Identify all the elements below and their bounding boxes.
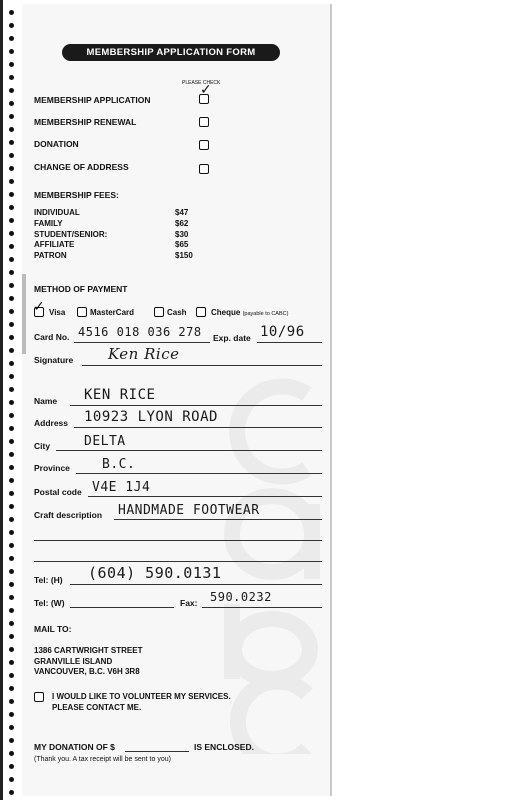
feed-hole — [9, 101, 14, 106]
volunteer-checkbox[interactable] — [34, 692, 44, 702]
fax-label: Fax: — [180, 598, 198, 608]
feed-hole — [9, 335, 14, 340]
name-field[interactable]: KEN RICE — [84, 387, 156, 403]
craft-extra-line — [34, 561, 322, 562]
feed-hole — [9, 673, 14, 678]
fee-category: INDIVIDUAL — [34, 208, 80, 217]
option-membership-application-label: MEMBERSHIP APPLICATION — [34, 95, 151, 105]
signature-label: Signature — [34, 355, 74, 365]
feed-hole — [9, 400, 14, 405]
feed-hole — [9, 777, 14, 782]
payment-mastercard-checkbox[interactable] — [77, 307, 87, 317]
feed-hole — [9, 465, 14, 470]
form-title-banner: MEMBERSHIP APPLICATION FORM — [62, 44, 280, 61]
donation-prefix: MY DONATION OF $ — [34, 742, 115, 752]
feed-hole — [9, 725, 14, 730]
feed-hole — [9, 699, 14, 704]
fees-heading: MEMBERSHIP FEES: — [34, 190, 119, 200]
feed-hole — [9, 62, 14, 67]
signature-field[interactable]: Ken Rice — [108, 345, 180, 363]
expiry-field[interactable]: 10/96 — [260, 324, 305, 340]
city-line — [56, 450, 322, 451]
volunteer-text — [52, 692, 231, 713]
feed-hole — [9, 231, 14, 236]
mail-to-heading: MAIL TO: — [34, 624, 72, 634]
checkmark-icon: ✓ — [33, 299, 45, 315]
fee-category: PATRON — [34, 251, 67, 261]
feed-hole — [9, 88, 14, 93]
tractor-feed-holes — [9, 4, 17, 796]
volunteer-line: I WOULD LIKE TO VOLUNTEER MY SERVICES. — [52, 692, 231, 701]
feed-hole — [9, 361, 14, 366]
feed-hole — [9, 660, 14, 665]
feed-hole — [9, 36, 14, 41]
payment-heading: METHOD OF PAYMENT — [34, 284, 128, 294]
payment-mastercard-label: MasterCard — [90, 308, 135, 317]
card-number-field[interactable]: 4516 018 036 278 — [78, 325, 202, 339]
feed-hole — [9, 166, 14, 171]
feed-hole — [9, 764, 14, 769]
name-label: Name — [34, 396, 58, 406]
fee-price: $150 — [175, 251, 193, 261]
option-donation-checkbox[interactable] — [199, 140, 209, 150]
craft-extra-line — [34, 540, 322, 541]
feed-hole — [9, 595, 14, 600]
tel-home-label: Tel: (H) — [34, 575, 63, 585]
feed-hole — [9, 452, 14, 457]
fax-line — [202, 607, 322, 608]
option-membership-renewal-checkbox[interactable] — [199, 117, 209, 127]
feed-hole — [9, 283, 14, 288]
fee-price: $30 — [175, 229, 189, 239]
mail-address-line: 1386 CARTWRIGHT STREET — [34, 646, 143, 655]
card-number-line — [74, 342, 210, 343]
feed-hole — [9, 192, 14, 197]
feed-hole — [9, 257, 14, 262]
province-line — [76, 473, 322, 474]
address-line — [74, 427, 322, 428]
feed-hole — [9, 634, 14, 639]
checkmark-icon: ✓ — [200, 82, 212, 98]
fee-prices — [175, 208, 193, 262]
option-change-of-address-label: CHANGE OF ADDRESS — [34, 162, 129, 172]
craft-description-line — [114, 519, 322, 520]
feed-hole — [9, 686, 14, 691]
please-check-note: PLEASE CHECK — [182, 80, 221, 86]
feed-hole — [9, 439, 14, 444]
fee-price: $47 — [175, 208, 189, 217]
name-line — [70, 405, 322, 406]
tel-work-label: Tel: (W) — [34, 598, 65, 608]
cheque-label: Cheque — [211, 308, 241, 317]
donation-note: (Thank you. A tax receipt will be sent to you) — [34, 756, 171, 763]
scan-left-edge — [0, 0, 3, 800]
payment-cash-label: Cash — [167, 308, 187, 317]
city-label: City — [34, 441, 51, 451]
form-sheet — [22, 4, 332, 796]
option-membership-renewal-label: MEMBERSHIP RENEWAL — [34, 117, 137, 127]
option-change-of-address-checkbox[interactable] — [199, 164, 209, 174]
feed-hole — [9, 218, 14, 223]
feed-hole — [9, 114, 14, 119]
donation-suffix: IS ENCLOSED. — [194, 742, 254, 752]
feed-hole — [9, 738, 14, 743]
feed-hole — [9, 530, 14, 535]
tel-home-line — [70, 584, 322, 585]
side-tab — [22, 274, 26, 354]
address-label: Address — [34, 418, 69, 428]
postal-code-label: Postal code — [34, 487, 82, 497]
feed-hole — [9, 647, 14, 652]
feed-hole — [9, 790, 14, 795]
feed-hole — [9, 569, 14, 574]
feed-hole — [9, 621, 14, 626]
feed-hole — [9, 478, 14, 483]
feed-hole — [9, 153, 14, 158]
fee-categories — [34, 208, 107, 262]
feed-hole — [9, 205, 14, 210]
feed-hole — [9, 75, 14, 80]
feed-hole — [9, 296, 14, 301]
feed-hole — [9, 270, 14, 275]
mail-address-line: GRANVILLE ISLAND — [34, 656, 113, 666]
craft-description-label: Craft description — [34, 510, 103, 520]
feed-hole — [9, 517, 14, 522]
address-field[interactable]: 10923 LYON ROAD — [84, 409, 218, 425]
expiry-label: Exp. date — [213, 333, 251, 343]
signature-line — [82, 365, 322, 366]
postal-code-field[interactable]: V4E 1J4 — [92, 480, 151, 495]
feed-hole — [9, 491, 14, 496]
payment-cheque-checkbox[interactable] — [196, 307, 206, 317]
donation-amount-line[interactable] — [125, 751, 189, 752]
feed-hole — [9, 582, 14, 587]
feed-hole — [9, 309, 14, 314]
fee-price: $62 — [175, 218, 189, 228]
feed-hole — [9, 127, 14, 132]
feed-hole — [9, 10, 14, 15]
feed-hole — [9, 712, 14, 717]
feed-hole — [9, 140, 14, 145]
option-donation-label: DONATION — [34, 139, 79, 149]
payment-cheque-label — [211, 308, 288, 317]
feed-hole — [9, 49, 14, 54]
volunteer-line: PLEASE CONTACT ME. — [52, 702, 142, 712]
feed-hole — [9, 23, 14, 28]
expiry-line — [257, 342, 322, 343]
payment-visa-label: Visa — [49, 308, 66, 317]
feed-hole — [9, 556, 14, 561]
province-field[interactable]: B.C. — [102, 457, 136, 472]
feed-hole — [9, 179, 14, 184]
feed-hole — [9, 426, 14, 431]
feed-hole — [9, 413, 14, 418]
feed-hole — [9, 387, 14, 392]
feed-hole — [9, 348, 14, 353]
feed-hole — [9, 608, 14, 613]
feed-hole — [9, 751, 14, 756]
city-field[interactable]: DELTA — [84, 434, 126, 449]
fee-price: $65 — [175, 240, 189, 250]
fee-category: STUDENT/SENIOR: — [34, 229, 108, 239]
fee-category: AFFILIATE — [34, 240, 75, 250]
feed-hole — [9, 543, 14, 548]
craft-description-field[interactable]: HANDMADE FOOTWEAR — [118, 503, 260, 518]
fax-field[interactable]: 590.0232 — [210, 590, 272, 604]
fee-category: FAMILY — [34, 218, 63, 228]
cheque-payable-note: (payable to CABC) — [242, 311, 289, 317]
tel-home-field[interactable]: (604) 590.0131 — [88, 564, 222, 582]
province-label: Province — [34, 463, 70, 473]
payment-cash-checkbox[interactable] — [154, 307, 164, 317]
feed-hole — [9, 374, 14, 379]
card-number-label: Card No. — [34, 332, 70, 342]
tel-work-line — [70, 607, 174, 608]
mail-address — [34, 646, 142, 678]
postal-code-line — [88, 496, 322, 497]
mail-address-line: VANCOUVER, B.C. V6H 3R8 — [34, 667, 140, 676]
feed-hole — [9, 504, 14, 509]
feed-hole — [9, 244, 14, 249]
feed-hole — [9, 322, 14, 327]
